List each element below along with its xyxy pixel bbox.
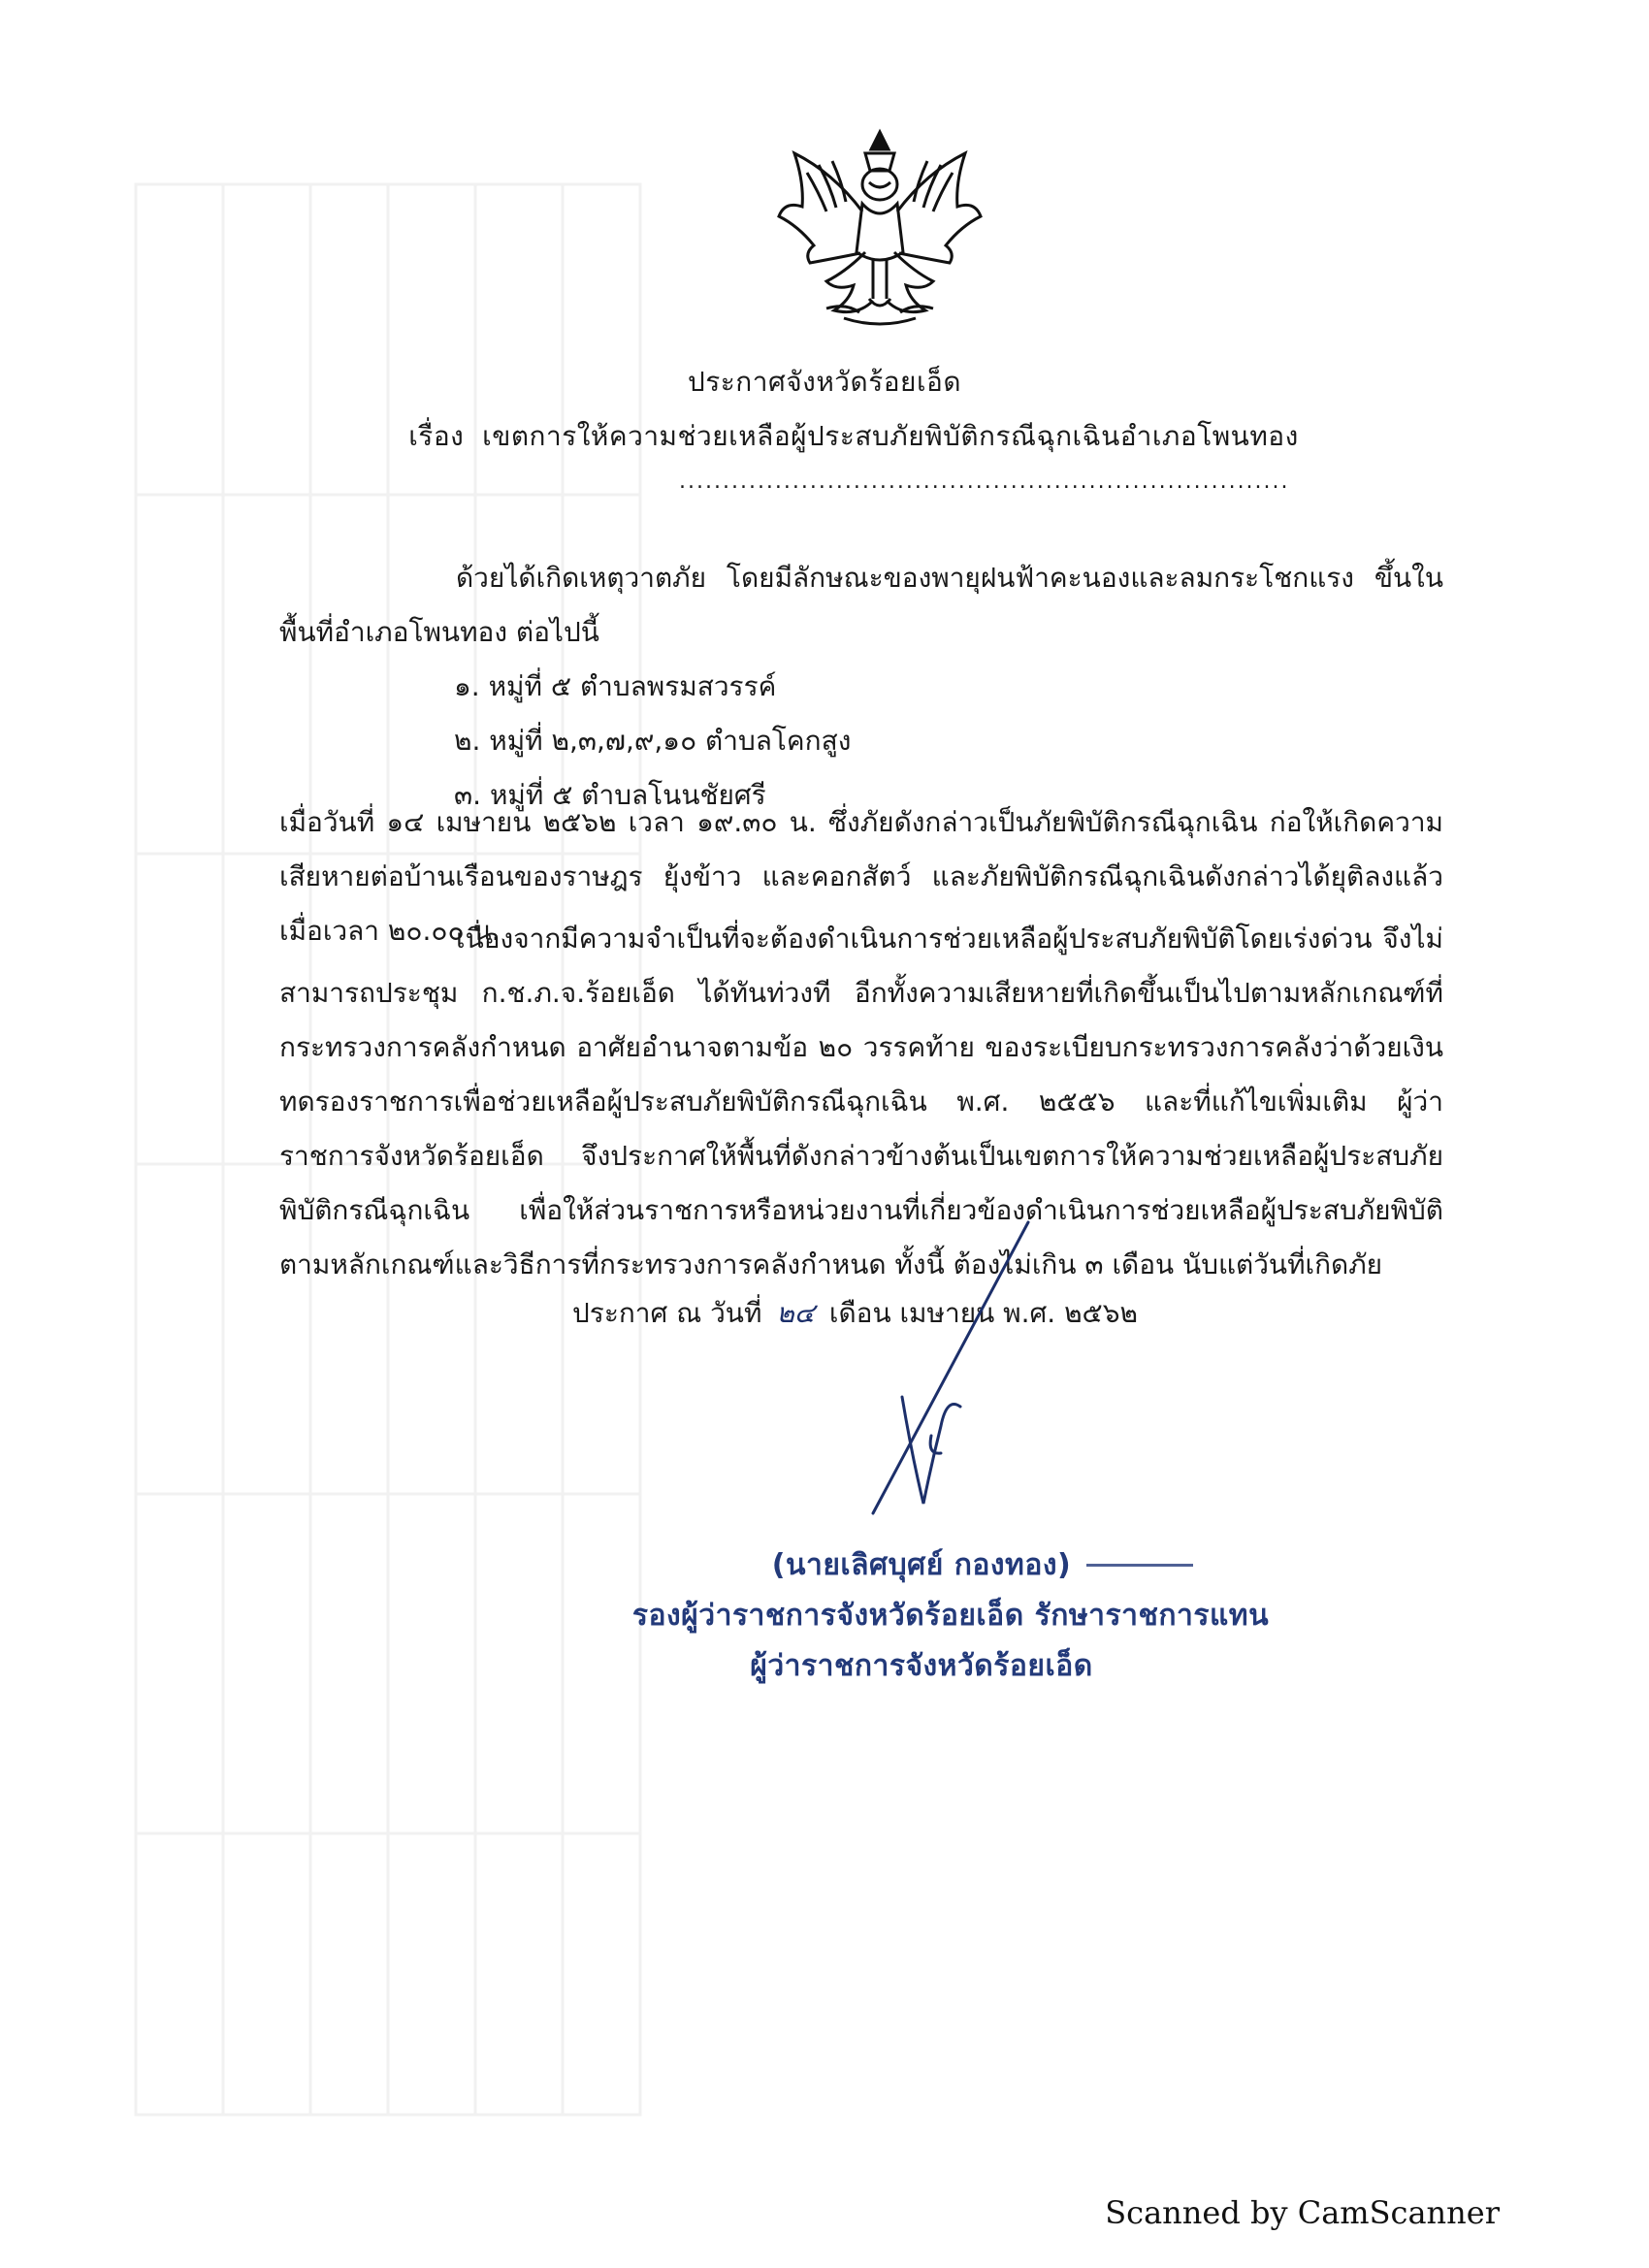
stamp-underline <box>1086 1564 1193 1567</box>
announce-day-handwritten: ๒๔ <box>776 1297 815 1329</box>
intro-paragraph: ด้วยได้เกิดเหตุวาตภัย โดยมีลักษณะของพายุฝนฟ้าคะนองและลมกระโชกแรง ขึ้นในพื้นที่อำเภอโพนทอง ต่อไปนี้ <box>279 562 1443 648</box>
signer-name: (นายเลิศบุศย์ กองทอง) <box>771 1548 1072 1582</box>
document-title: ประกาศจังหวัดร้อยเอ็ด <box>687 366 962 398</box>
area-item-3: ๓. หมู่ที่ ๕ ตำบลโนนชัยศรี <box>454 779 766 811</box>
area-item-1: ๑. หมู่ที่ ๕ ตำบลพรมสวรรค์ <box>454 670 777 702</box>
subject-text: เขตการให้ความช่วยเหลือผู้ประสบภัยพิบัติกรณีฉุกเฉินอำเภอโพนทอง <box>482 420 1299 452</box>
title-separator: ...................................................................... <box>679 470 1290 494</box>
scanner-watermark: Scanned by CamScanner <box>1105 2194 1500 2231</box>
subject-label: เรื่อง <box>408 420 465 452</box>
event-paragraph: เมื่อวันที่ ๑๔ เมษายน ๒๕๖๒ เวลา ๑๙.๓๐ น. ซึ่งภัยดังกล่าวเป็นภัยพิบัติกรณีฉุกเฉิน ก่อให้เกิดความเสียหายต่อบ้านเรือนของราษฎร ยุ้งข้าว และคอกสัตว์ และภัยพิบัติกรณีฉุกเฉินดังกล่าวได้ยุติลงแล้ว เมื่อเวลา ๒๐.๐๐ น. <box>279 806 1443 947</box>
document-subject <box>0 415 1649 458</box>
body-paragraph: เนื่องจากมีความจำเป็นที่จะต้องดำเนินการช่วยเหลือผู้ประสบภัยพิบัติโดยเร่งด่วน จึงไม่สามารถประชุม ก.ช.ภ.จ.ร้อยเอ็ด ได้ทันท่วงที อีกทั้งความเสียหายที่เกิดขึ้นเป็นไปตามหลักเกณฑ์ที่กระทรวงการคลังกำหนด อาศัยอำนาจตามข้อ ๒๐ วรรคท้าย ของระเบียบกระทรวงการคลังว่าด้วยเงินทดรองราชการเพื่อช่วยเหลือผู้ประสบภัยพิบัติกรณีฉุกเฉิน พ.ศ. ๒๕๕๖ และที่แก้ไขเพิ่มเติม ผู้ว่าราชการจังหวัดร้อยเอ็ด จึงประกาศให้พื้นที่ดังกล่าวข้างต้นเป็นเขตการให้ความช่วยเหลือผู้ประสบภัยพิบัติกรณีฉุกเฉิน เพื่อให้ส่วนราชการหรือหน่วยงานที่เกี่ยวข้องดำเนินการช่วยเหลือผู้ประสบภัยพิบัติตามหลักเกณฑ์และวิธีการที่กระทรวงการคลังกำหนด ทั้งนี้ ต้องไม่เกิน ๓ เดือน นับแต่วันที่เกิดภัย <box>279 923 1443 1280</box>
signer-position: รองผู้ว่าราชการจังหวัดร้อยเอ็ด รักษาราชการแทน <box>631 1599 1270 1633</box>
garuda-emblem-icon <box>768 114 991 338</box>
signer-position-2: ผู้ว่าราชการจังหวัดร้อยเอ็ด <box>750 1649 1093 1683</box>
announce-suffix: เดือน เมษายน พ.ศ. ๒๕๖๒ <box>828 1297 1138 1329</box>
area-item-2: ๒. หมู่ที่ ๒,๓,๗,๙,๑๐ ตำบลโคกสูง <box>454 725 852 757</box>
announce-prefix: ประกาศ ณ วันที่ <box>572 1297 762 1329</box>
handwritten-signature-icon <box>844 1213 1048 1533</box>
